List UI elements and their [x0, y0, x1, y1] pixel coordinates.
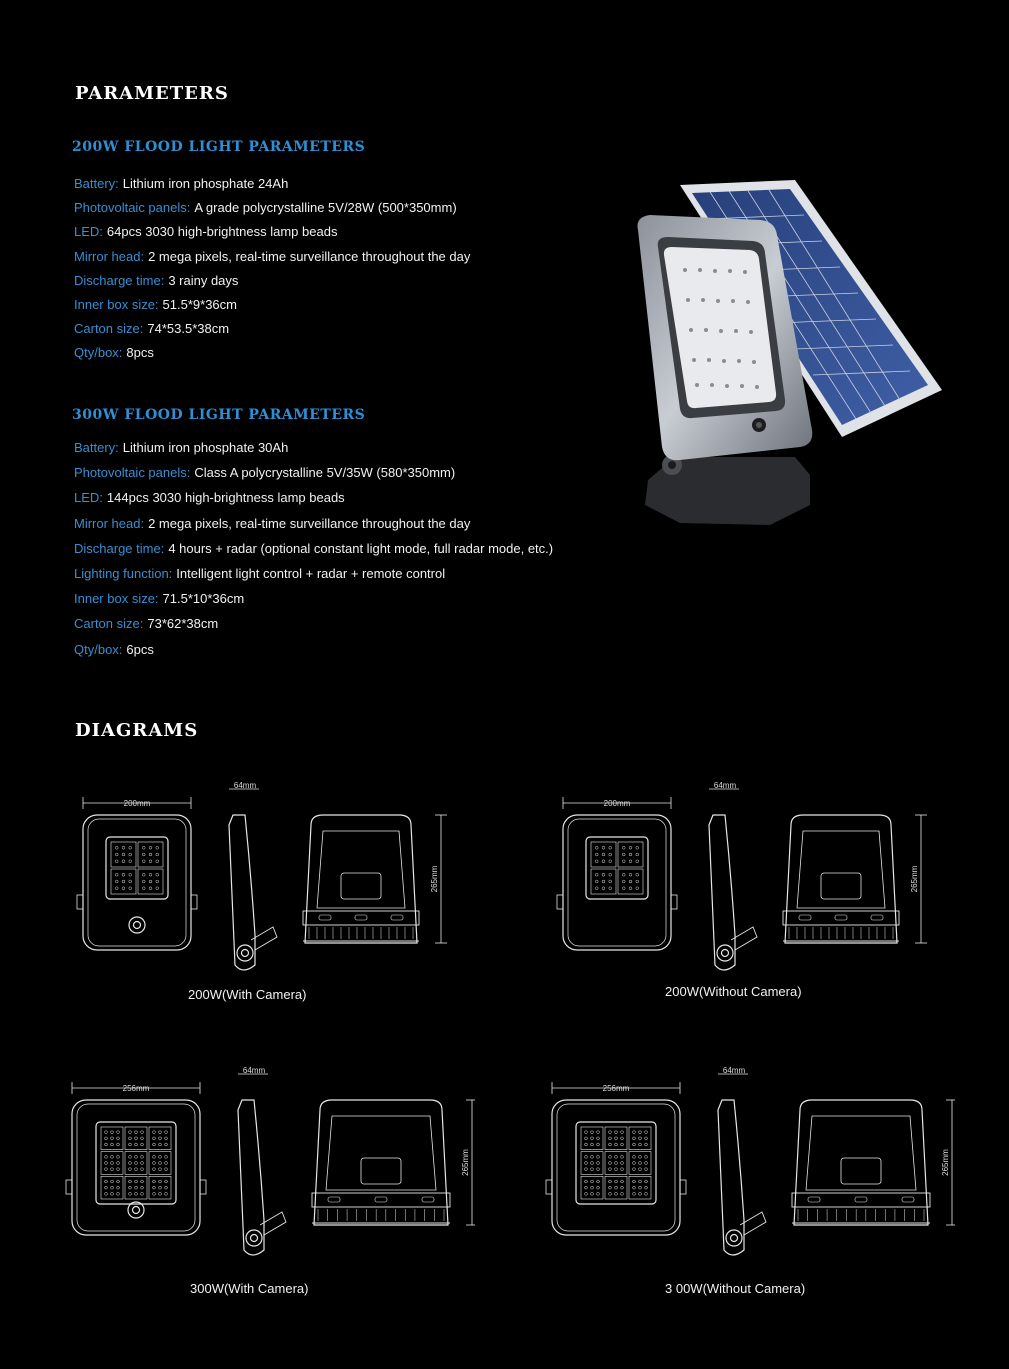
spec-300w-row — [74, 616, 218, 631]
spec-300w-value: Class A polycrystalline 5V/35W (580*350mm) — [194, 465, 456, 481]
spec-300w-row — [74, 591, 244, 606]
diagram-drawing — [535, 1060, 955, 1260]
spec-200w-value: A grade polycrystalline 5V/28W (500*350mm) — [194, 200, 457, 216]
spec-200w-row — [74, 297, 237, 312]
spec-200w-value: 3 rainy days — [168, 272, 239, 288]
spec-200w-row — [74, 224, 337, 239]
spec-300w-value: Lithium iron phosphate 30Ah — [122, 440, 289, 455]
spec-300w-row — [74, 541, 553, 556]
spec-200w-row — [74, 345, 154, 360]
side-view — [718, 1100, 744, 1255]
spec-300w-key: Qty/box: — [74, 641, 123, 657]
diagram-drawing — [540, 775, 960, 975]
spec-300w-row — [74, 642, 154, 657]
height-dimension-label: 265mm — [941, 1149, 950, 1176]
spec-200w-title: 200W FLOOD LIGHT PARAMETERS — [72, 139, 366, 155]
spec-200w-key: Photovoltaic panels: — [74, 200, 191, 216]
mount-bracket — [645, 455, 810, 525]
front-view — [83, 815, 191, 950]
diagram-drawing — [60, 775, 480, 975]
spec-300w-key: Inner box size: — [74, 591, 159, 607]
spec-200w-value: Lithium iron phosphate 24Ah — [122, 176, 289, 191]
spec-300w-row — [74, 566, 445, 581]
spec-200w-value: 2 mega pixels, real-time surveillance throughout the day — [148, 248, 471, 264]
spec-200w-key: Qty/box: — [74, 345, 123, 361]
spec-300w-key: Lighting function: — [74, 566, 173, 581]
spec-300w-key: Mirror head: — [74, 515, 145, 531]
spec-300w-row — [74, 440, 288, 455]
spec-300w-key: Carton size: — [74, 616, 144, 632]
back-view — [305, 815, 417, 943]
width-dimension-label: 256mm — [122, 1084, 150, 1093]
height-dimension-label: 265mm — [430, 865, 439, 893]
spec-200w-row — [74, 200, 457, 215]
side-view — [229, 815, 255, 970]
spec-300w-key: Battery: — [74, 440, 119, 455]
front-view — [72, 1100, 200, 1235]
spec-200w-key: Discharge time: — [74, 272, 165, 288]
spec-300w-value: 2 mega pixels, real-time surveillance throughout the day — [148, 515, 471, 531]
spec-200w-row — [74, 273, 238, 288]
depth-dimension-label: 64mm — [722, 1066, 746, 1075]
width-dimension-label: 200mm — [123, 799, 151, 808]
diagram-caption: 3 00W(Without Camera) — [665, 1281, 806, 1296]
spec-300w-row — [74, 490, 345, 505]
front-view — [563, 815, 671, 950]
spec-300w-row — [74, 465, 455, 480]
spec-200w-row — [74, 321, 229, 336]
spec-300w-value: 73*62*38cm — [147, 616, 219, 632]
spec-200w-row — [74, 249, 470, 264]
spec-300w-value: Intelligent light control + radar + remote control — [176, 566, 446, 581]
spec-200w-key: LED: — [74, 224, 103, 240]
front-view — [552, 1100, 680, 1235]
spec-300w-title: 300W FLOOD LIGHT PARAMETERS — [72, 407, 366, 423]
depth-dimension-label: 64mm — [242, 1066, 266, 1075]
height-dimension-label: 265mm — [910, 865, 919, 893]
spec-300w-row — [74, 516, 470, 531]
parameters-heading: PARAMETERS — [75, 83, 229, 104]
diagram-caption: 200W(With Camera) — [188, 987, 307, 1002]
side-view — [709, 815, 735, 970]
side-view — [238, 1100, 264, 1255]
spec-200w-value: 74*53.5*38cm — [147, 321, 230, 337]
spec-300w-key: LED: — [74, 490, 103, 506]
diagram-caption: 300W(With Camera) — [190, 1281, 309, 1296]
spec-200w-value: 8pcs — [126, 345, 154, 361]
width-dimension-label: 200mm — [603, 799, 631, 808]
spec-300w-value: 144pcs 3030 high-brightness lamp beads — [106, 490, 345, 506]
spec-300w-value: 4 hours + radar (optional constant light mode, full radar mode, etc.) — [168, 540, 554, 556]
diagram-drawing — [55, 1060, 475, 1260]
depth-dimension-label: 64mm — [233, 781, 257, 790]
spec-200w-key: Carton size: — [74, 321, 144, 337]
spec-200w-row — [74, 176, 288, 191]
product-image — [620, 175, 950, 525]
spec-200w-key: Inner box size: — [74, 297, 159, 312]
spec-300w-key: Discharge time: — [74, 540, 165, 556]
back-view — [785, 815, 897, 943]
spec-300w-key: Photovoltaic panels: — [74, 465, 191, 481]
spec-200w-value: 64pcs 3030 high-brightness lamp beads — [106, 224, 338, 240]
back-view — [314, 1100, 448, 1225]
spec-300w-value: 6pcs — [126, 641, 154, 657]
width-dimension-label: 256mm — [602, 1084, 630, 1093]
diagram-caption: 200W(Without Camera) — [665, 984, 802, 999]
spec-200w-key: Battery: — [74, 176, 119, 191]
height-dimension-label: 265mm — [461, 1149, 470, 1176]
spec-200w-value: 51.5*9*36cm — [162, 297, 237, 312]
depth-dimension-label: 64mm — [713, 781, 737, 790]
back-view — [794, 1100, 928, 1225]
spec-300w-value: 71.5*10*36cm — [162, 591, 245, 607]
spec-200w-key: Mirror head: — [74, 248, 145, 264]
diagrams-heading: DIAGRAMS — [75, 720, 199, 741]
